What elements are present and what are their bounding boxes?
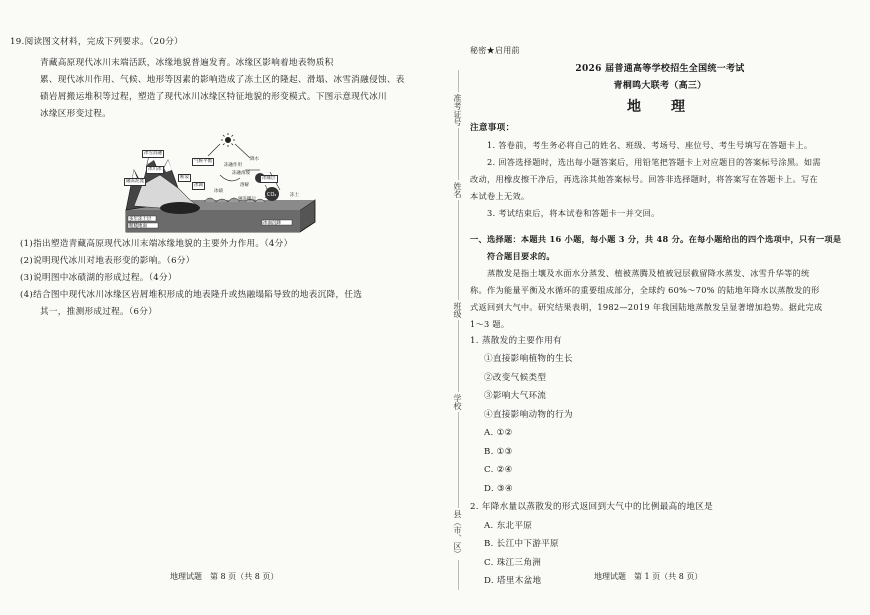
exam-subtitle: 青桐鸣大联考（高三）	[613, 81, 707, 91]
left-footer: 地理试题 第 8 页（共 8 页）	[170, 572, 279, 581]
paragraph-line: 碛岩屑搬运堆积等过程，塑造了现代冰川冰缘区特征地貌的形变模式。下图示意现代冰川	[40, 92, 387, 102]
fig-label: 溶解	[240, 183, 249, 188]
sub-questions	[20, 236, 430, 321]
fig-label: 断裂	[180, 175, 189, 180]
q1-option: ①直接影响植物的生长	[484, 354, 573, 364]
fig-label: 融冻泥流	[126, 179, 144, 184]
exam-title: 2026 届普通高等学校招生全国统一考试	[575, 64, 745, 74]
sub-question-3: (3)说明图中冰碛湖的形成过程。（4分）	[20, 273, 177, 283]
right-page	[470, 42, 850, 591]
secret-label: 秘密★启用前	[470, 46, 520, 55]
q1-option: ②改变气候类型	[484, 372, 547, 383]
margin-label-school: 学校	[453, 394, 462, 410]
q1-option: ③影响大气环流	[484, 391, 547, 401]
fig-label: 冰缘层	[262, 176, 276, 181]
right-footer: 地理试题 第 1 页（共 8 页）	[594, 572, 703, 581]
q1-choice-b: B. ①③	[484, 446, 513, 457]
fig-label: 冻融滑坡	[232, 171, 250, 176]
fig-label: 冰川冰	[148, 167, 162, 172]
fig-label: 冰碛	[214, 189, 223, 194]
fig-label: 气候平衡	[194, 159, 212, 164]
paragraph-line: 冰缘区形变过程。	[40, 109, 112, 119]
margin-label-class: 班级	[453, 302, 462, 318]
q2-choice-a: A. 东北平原	[484, 520, 533, 531]
fig-label: 冰雪消融	[144, 151, 162, 156]
section-header-cont: 符合题目要求的。	[487, 251, 555, 261]
q1-choice-c: C. ②④	[484, 465, 513, 475]
material-line: 蒸散发是指土壤及水面水分蒸发、植被蒸腾及植被冠层截留降水蒸发、冰雪升华等的统	[487, 268, 810, 278]
fig-label: 降水	[250, 157, 259, 162]
fig-label: 冰面沉降	[263, 221, 281, 226]
fig-label: 冻土	[290, 193, 299, 198]
fig-label: 冻融作用	[224, 163, 242, 168]
fig-label: 粗糙地面	[129, 224, 147, 229]
fig-label: 融冻搬运	[238, 197, 256, 202]
question-19-header: 19.阅读图文材料，完成下列要求。（20分）	[10, 37, 183, 47]
q2-choice-d: D. 塔里木盆地	[484, 576, 542, 586]
paragraph-line: 累、现代冰川作用、气候、地形等因素的影响造成了冻土区的隆起、滑塌、冰雪消融侵蚀、表	[40, 75, 405, 85]
section-header: 一、选择题：本题共 16 小题，每小题 3 分，共 48 分。在每小题给出的四个选项中，只有一项是	[470, 234, 842, 244]
q1-option: ④直接影响动物的行为	[484, 409, 573, 420]
sub-question-4-cont: 其一，推测形成过程。（6分）	[40, 307, 158, 317]
sun-icon	[221, 133, 235, 147]
material-line: 1～3 题。	[470, 319, 510, 329]
q1-stem: 1. 蒸散发的主要作用有	[470, 336, 562, 346]
fig-label: 冰湖	[194, 183, 203, 188]
margin-label-exam-number: 准考证号	[453, 94, 462, 126]
sub-question-1: (1)指出塑造青藏高原现代冰川末端冰缘地貌的主要外力作用。（4分）	[20, 239, 293, 249]
note-line: 1. 答卷前，考生务必将自己的姓名、班级、考场号、座位号、考生号填写在答题卡上。	[487, 140, 813, 150]
note-line: 3. 考试结束后，将本试卷和答题卡一并交回。	[487, 208, 660, 218]
note-line: 改动，用橡皮擦干净后，再选涂其他答案标号。回答非选择题时，将答案写在答题卡上。写在	[470, 174, 818, 184]
note-line: 2. 回答选择题时，选出每小题答案后，用铅笔把答题卡上对应题目的答案标号涂黑。如需	[487, 157, 821, 167]
margin-label-name: 姓名	[453, 182, 462, 198]
glacier-periglacial-diagram	[120, 130, 320, 235]
q1-choice-d: D. ③④	[484, 483, 513, 494]
note-line: 本试卷上无效。	[470, 191, 530, 201]
q2-stem: 2. 年降水量以蒸散发的形式返回到大气中的比例最高的地区是	[470, 502, 714, 512]
material-line: 式返回到大气中。研究结果表明，1982—2019 年我国陆地蒸散发呈显著增加趋势。据此完成	[470, 302, 823, 312]
sub-question-2: (2)说明现代冰川对地表形变的影响。（6分）	[20, 256, 195, 266]
margin-label-county: 县（市、区）	[453, 510, 462, 558]
q2-choice-b: B. 长江中下游平原	[484, 539, 559, 549]
paragraph-line: 青藏高原现代冰川末端活跃，冰缘地貌普遍发育。冰缘区影响着地表物质积	[40, 58, 334, 68]
material-line: 称。作为能量平衡及水循环的重要组成部分，全球约 60%～70% 的陆地年降水以蒸散发的形	[470, 285, 820, 295]
fig-label: 多年冻土层	[129, 217, 152, 222]
subject-title: 地 理	[627, 99, 693, 115]
q2-choice-c: C. 珠江三角洲	[484, 557, 542, 568]
q1-choice-a: A. ①②	[484, 428, 513, 438]
left-page	[10, 34, 410, 123]
notes-title: 注意事项：	[470, 123, 515, 133]
co2-label: CO₂	[267, 192, 277, 198]
sub-question-4: (4)结合图中现代冰川冰缘区岩屑堆积形成的地表隆升或热融塌陷导致的地表沉降，任选	[20, 290, 363, 300]
